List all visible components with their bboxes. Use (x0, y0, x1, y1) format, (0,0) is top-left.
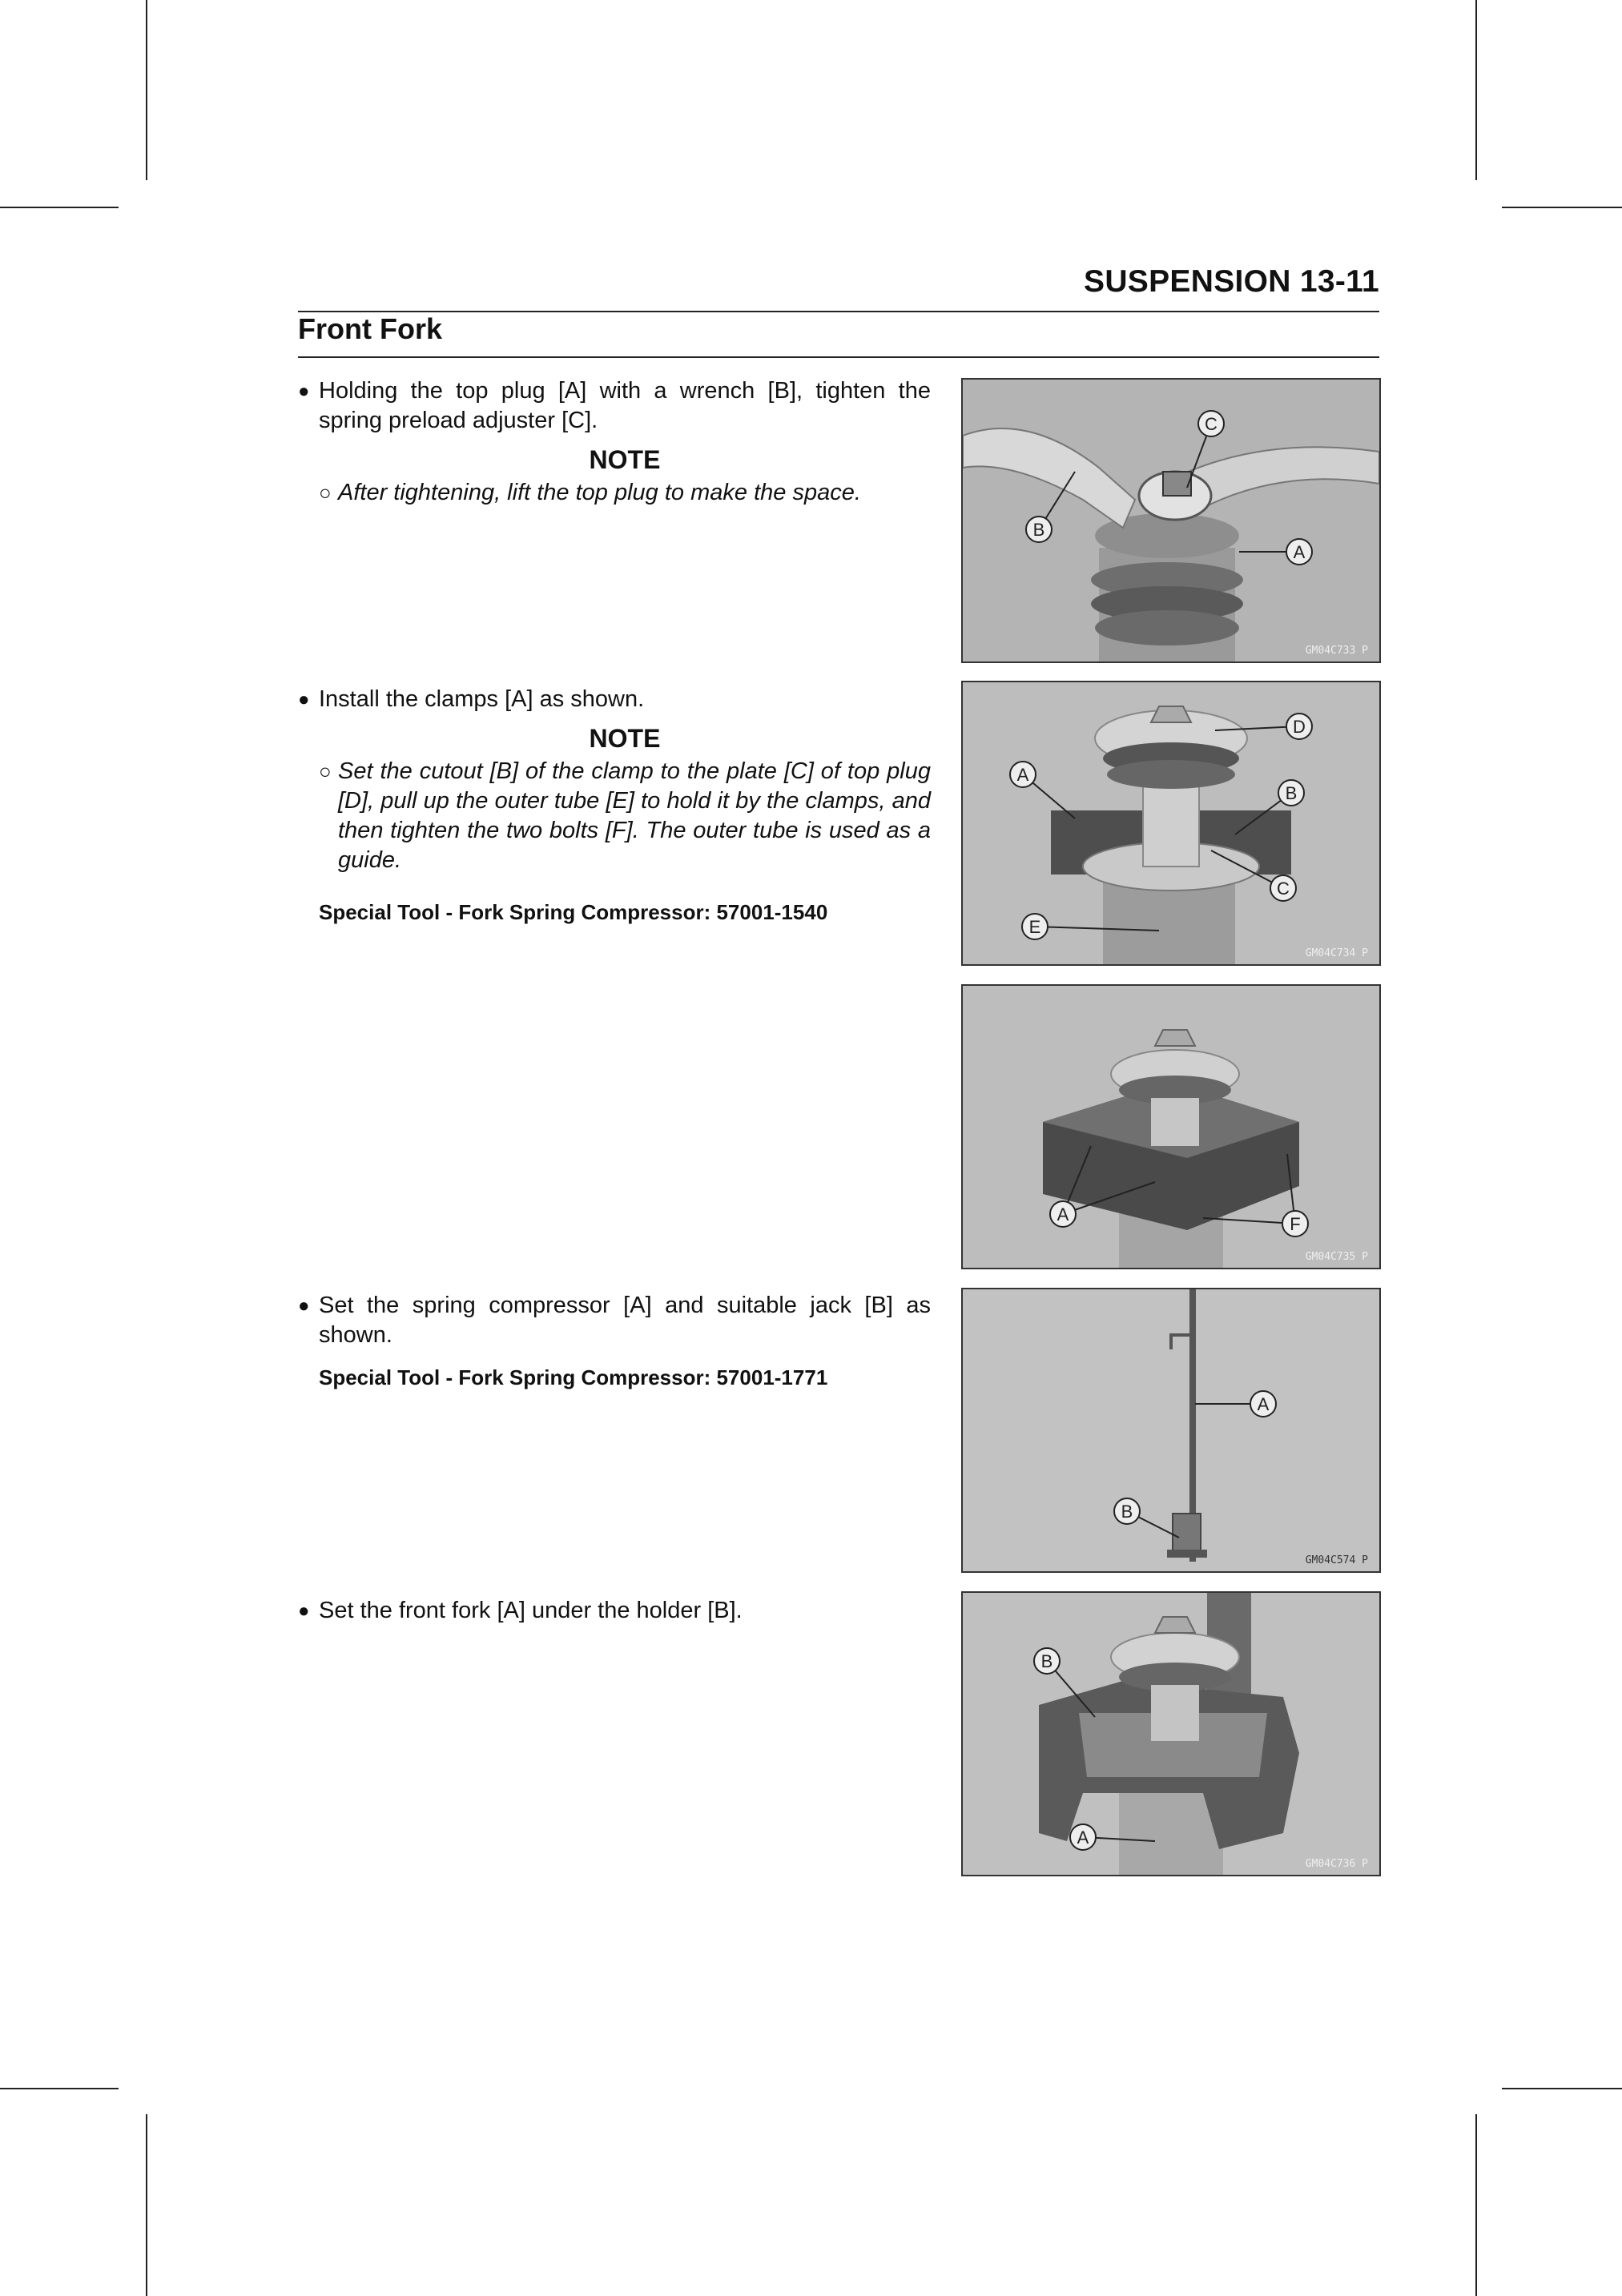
step-text: Set the spring compressor [A] and suitable jack [B] as shown. (319, 1293, 931, 1348)
holder-illustration (963, 1593, 1379, 1875)
bullet-icon: ● (298, 1295, 310, 1317)
svg-text:B: B (1285, 783, 1298, 803)
clamp-illustration (963, 682, 1379, 964)
figure-code: GM04C733 P (1305, 645, 1368, 657)
svg-text:B: B (1121, 1502, 1133, 1522)
page-header: SUSPENSION 13-11 (1084, 264, 1379, 299)
svg-text:A: A (1016, 765, 1029, 785)
crop-mark (1475, 2114, 1477, 2296)
special-tool: Special Tool - Fork Spring Compressor: 57001-1540 (319, 900, 828, 924)
bullet-icon: ● (298, 380, 310, 402)
compressor-illustration (963, 1289, 1379, 1571)
figure-3-photo (961, 984, 1381, 1269)
note-label: NOTE (589, 724, 661, 753)
svg-text:B: B (1040, 1651, 1053, 1671)
svg-text:E: E (1028, 917, 1041, 937)
bullet-icon: ● (298, 1600, 310, 1622)
bullet-icon: ● (298, 689, 310, 710)
crop-mark (146, 2114, 147, 2296)
crop-mark (1502, 2088, 1622, 2089)
clamp-bolts-illustration (963, 986, 1379, 1268)
step-2 (298, 685, 931, 927)
svg-text:A: A (1293, 542, 1306, 562)
special-tool: Special Tool - Fork Spring Compressor: 57001-1771 (319, 1365, 828, 1389)
step-text: Holding the top plug [A] with a wrench [B], tighten the spring preload adjuster [C]. (319, 378, 931, 433)
figure-2-photo (961, 681, 1381, 966)
wrench-illustration (963, 380, 1379, 661)
figure-code: GM04C735 P (1305, 1251, 1368, 1263)
circle-bullet-icon: ○ (319, 481, 332, 505)
circle-bullet-icon: ○ (319, 759, 332, 783)
crop-mark (146, 0, 147, 180)
step-3 (298, 1291, 931, 1393)
crop-mark (1502, 207, 1622, 208)
figure-4-photo (961, 1288, 1381, 1573)
figure-5-photo (961, 1591, 1381, 1876)
crop-mark (1475, 0, 1477, 180)
svg-text:C: C (1277, 879, 1290, 899)
step-4 (298, 1596, 931, 1626)
svg-text:A: A (1057, 1204, 1069, 1224)
header-rule (298, 311, 1379, 312)
figure-code: GM04C734 P (1305, 947, 1368, 959)
note-text: After tightening, lift the top plug to make the space. (338, 480, 861, 505)
note-text: Set the cutout [B] of the clamp to the plate [C] of top plug [D], pull up the outer tube [E] to hold it by the clamps, and then tighten the two bolts [F]. The outer tube is used as a guide. (338, 758, 931, 873)
section-rule (298, 356, 1379, 358)
section-title: Front Fork (298, 312, 442, 345)
figure-code: GM04C574 P (1305, 1554, 1368, 1566)
svg-text:D: D (1293, 717, 1306, 737)
crop-mark (0, 207, 119, 208)
svg-text:A: A (1077, 1828, 1089, 1848)
crop-mark (0, 2088, 119, 2089)
figure-1-photo (961, 378, 1381, 663)
svg-text:F: F (1290, 1214, 1301, 1234)
figure-code: GM04C736 P (1305, 1858, 1368, 1870)
note-label: NOTE (589, 445, 661, 474)
step-text: Set the front fork [A] under the holder [B]. (319, 1598, 743, 1623)
step-text: Install the clamps [A] as shown. (319, 686, 645, 712)
svg-text:C: C (1205, 414, 1218, 434)
svg-text:B: B (1032, 520, 1045, 540)
step-1 (298, 376, 931, 508)
svg-text:A: A (1257, 1394, 1270, 1414)
